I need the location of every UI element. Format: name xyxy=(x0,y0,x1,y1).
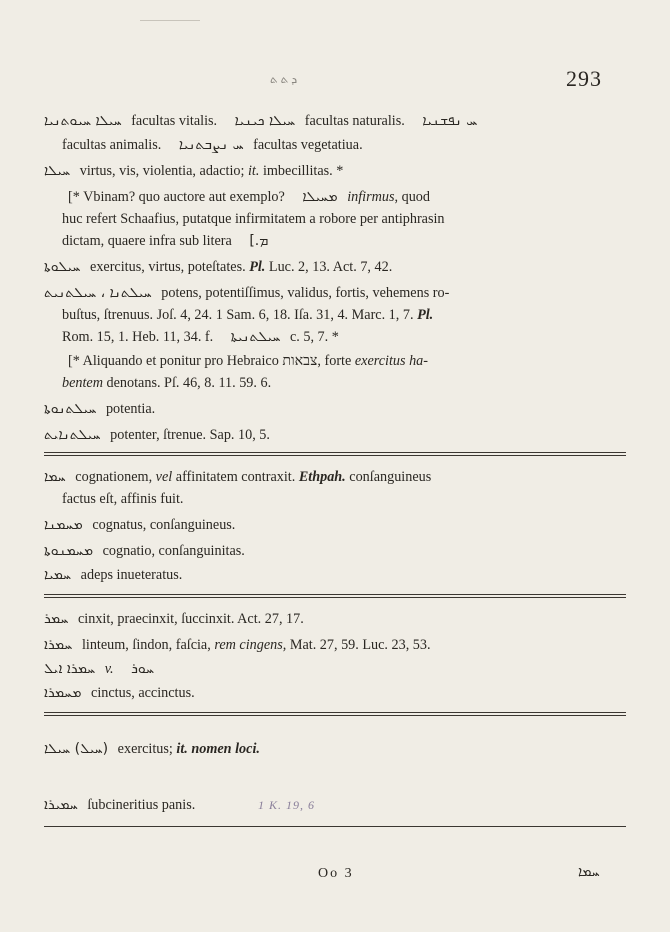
note-line xyxy=(62,232,274,250)
italic-text: vel xyxy=(155,469,173,485)
entry-text: , quod xyxy=(394,189,430,205)
syriac-term: ܚܘܪ xyxy=(131,661,155,677)
entry-text: facultas vitalis. xyxy=(131,113,218,129)
syriac-term: ܡ.] xyxy=(249,233,269,249)
entry-text: Luc. 2, 13. Act. 7, 42. xyxy=(268,259,393,275)
entry-line xyxy=(44,610,304,628)
syriac-term: ܚܝܠܐ ܟܝܢܝܐ xyxy=(234,113,296,129)
entry-line xyxy=(44,112,483,130)
syriac-term: ܚܝܠܬܢܐܝܬ xyxy=(44,427,101,443)
syriac-term: ܚܡܝܐ xyxy=(44,567,72,583)
entry-text: denotans. Pſ. 46, 8. 11. 59. 6. xyxy=(106,375,272,391)
syriac-term: ܚܝܠܬܢܘܬܐ xyxy=(44,401,97,417)
entry-line xyxy=(62,490,183,508)
section-rule xyxy=(44,452,626,456)
entry-text: huc refert Schaafius, putatque infirmitatem a robore per antiphrasin xyxy=(62,211,445,227)
entry-text: factus eſt, affinis fuit. xyxy=(62,491,184,507)
entry-line xyxy=(44,636,431,654)
syriac-term: ܚܝܠܬܢܐ ، ܚܝܠܬܢܝܬ xyxy=(44,285,152,301)
italic-text: Pl. xyxy=(249,259,266,275)
entry-line xyxy=(44,566,182,584)
page-number: 293 xyxy=(566,66,602,91)
entry-text: cinxit, praecinxit, ſuccinxit. Act. 27, 17. xyxy=(78,611,304,627)
syriac-term: ܚ ܢܦܫܢܝܐ xyxy=(422,113,478,129)
entry-text: potentia. xyxy=(105,401,156,417)
entry-text: virtus, vis, violentia, adactio; xyxy=(79,163,245,179)
entry-text: cognatio, conſanguinitas. xyxy=(102,543,245,559)
entry-text: facultas animalis. xyxy=(62,137,162,153)
syriac-term: ܡܚܡܢܘܬܐ xyxy=(44,543,94,559)
syriac-term: ܚܡܐ xyxy=(44,469,66,485)
note-line xyxy=(62,210,445,228)
italic-text: it. xyxy=(247,163,260,179)
italic-text: it. nomen loci. xyxy=(176,741,260,757)
running-head: ܕ ܬ ܬ xyxy=(270,72,298,86)
syriac-term: ܚܝܠܐ xyxy=(44,163,71,179)
entry-line xyxy=(44,660,160,678)
italic-text: v. xyxy=(104,661,114,677)
entry-line xyxy=(44,684,195,702)
entry-text: facultas naturalis. xyxy=(304,113,405,129)
entry-text: adeps inueteratus. xyxy=(80,567,183,583)
entry-text: cognatus, conſanguineus. xyxy=(92,517,236,533)
syriac-term: ܡܚܝܠܐ xyxy=(302,189,338,205)
entry-text: cinctus, accinctus. xyxy=(91,685,195,701)
entry-text: linteum, ſindon, faſcia, xyxy=(81,637,211,653)
syriac-term: ܚܡܪܐ xyxy=(44,637,73,653)
entry-text: cognationem, xyxy=(75,469,153,485)
syriac-term: ܚܝܠܬܢܝܬܐ xyxy=(230,329,281,345)
syriac-term: ܡܚܡܢܐ xyxy=(44,517,83,533)
footer-rule xyxy=(44,826,626,827)
handwritten-note: 1 K. 19, 6 xyxy=(258,798,316,812)
entry-text: potenter, ſtrenue. Sap. 10, 5. xyxy=(110,427,270,443)
italic-text: infirmus xyxy=(347,189,395,205)
entry-text: [* Aliquando et ponitur pro Hebraico צבאות, forte xyxy=(68,353,352,369)
entry-text: affinitatem contraxit. xyxy=(175,469,296,485)
entry-text: dictam, quaere infra sub litera xyxy=(62,233,232,249)
syriac-term: ܡܚܡܪܐ xyxy=(44,685,82,701)
italic-text: Ethpah. xyxy=(298,469,346,485)
entry-text: c. 5, 7. * xyxy=(289,329,339,345)
entry-line xyxy=(62,136,363,154)
italic-text: exercitus ha- xyxy=(354,353,428,369)
syriac-term: ܚܝܠܘܬܐ xyxy=(44,259,81,275)
entry-line xyxy=(44,740,260,758)
syriac-term: ܚ ܢܨܒܬܢܝܐ xyxy=(178,137,244,153)
entry-text: imbecillitas. * xyxy=(262,163,344,179)
entry-text: facultas vegetatiua. xyxy=(253,137,363,153)
italic-text: Pl. xyxy=(417,307,434,323)
entry-line xyxy=(44,426,270,444)
entry-line xyxy=(44,516,235,534)
entry-text: Rom. 15, 1. Heb. 11, 34. f. xyxy=(62,329,214,345)
entry-text: conſanguineus xyxy=(349,469,432,485)
note-line xyxy=(62,374,271,392)
entry-text: Mat. 27, 59. Luc. 23, 53. xyxy=(289,637,431,653)
syriac-term: ܚܡܪ xyxy=(44,611,69,627)
entry-line xyxy=(62,328,339,346)
note-line xyxy=(68,188,430,206)
section-rule xyxy=(44,594,626,598)
ink-dash xyxy=(140,20,200,21)
note-line xyxy=(68,352,428,370)
entry-text: exercitus, virtus, poteſtates. xyxy=(90,259,246,275)
entry-line xyxy=(44,284,449,302)
entry-line xyxy=(44,542,245,560)
entry-text: potens, potentiſſimus, validus, fortis, vehemens ro- xyxy=(161,285,450,301)
catchword: ܚܡܐ xyxy=(578,864,600,880)
syriac-term: ܚܝܠܐ ܚܝܘܬܢܝܐ xyxy=(44,113,122,129)
syriac-term: (ܚܝܠ) ܚܝܠܐ xyxy=(44,741,109,757)
entry-text: ſubcineritius panis. xyxy=(87,797,196,813)
entry-line xyxy=(44,162,343,180)
entry-line xyxy=(44,468,431,486)
entry-line xyxy=(44,258,392,276)
syriac-term: ܚܡܪܐ ܐܝܠ xyxy=(44,661,96,677)
entry-line xyxy=(44,400,155,418)
italic-text: bentem xyxy=(62,375,103,391)
italic-text: rem cingens, xyxy=(214,637,287,653)
entry-line xyxy=(44,796,195,814)
entry-text: [* Vbinam? quo auctore aut exemplo? xyxy=(68,189,285,205)
signature-mark: Oo 3 xyxy=(318,866,354,881)
entry-text: exercitus; xyxy=(117,741,173,757)
section-rule xyxy=(44,712,626,716)
entry-text: buſtus, ſtrenuus. Joſ. 4, 24. 1 Sam. 6, 18. Iſa. 31, 4. Marc. 1, 7. xyxy=(62,307,414,323)
entry-line xyxy=(62,306,433,324)
syriac-term: ܚܡܝܪܐ xyxy=(44,797,78,813)
